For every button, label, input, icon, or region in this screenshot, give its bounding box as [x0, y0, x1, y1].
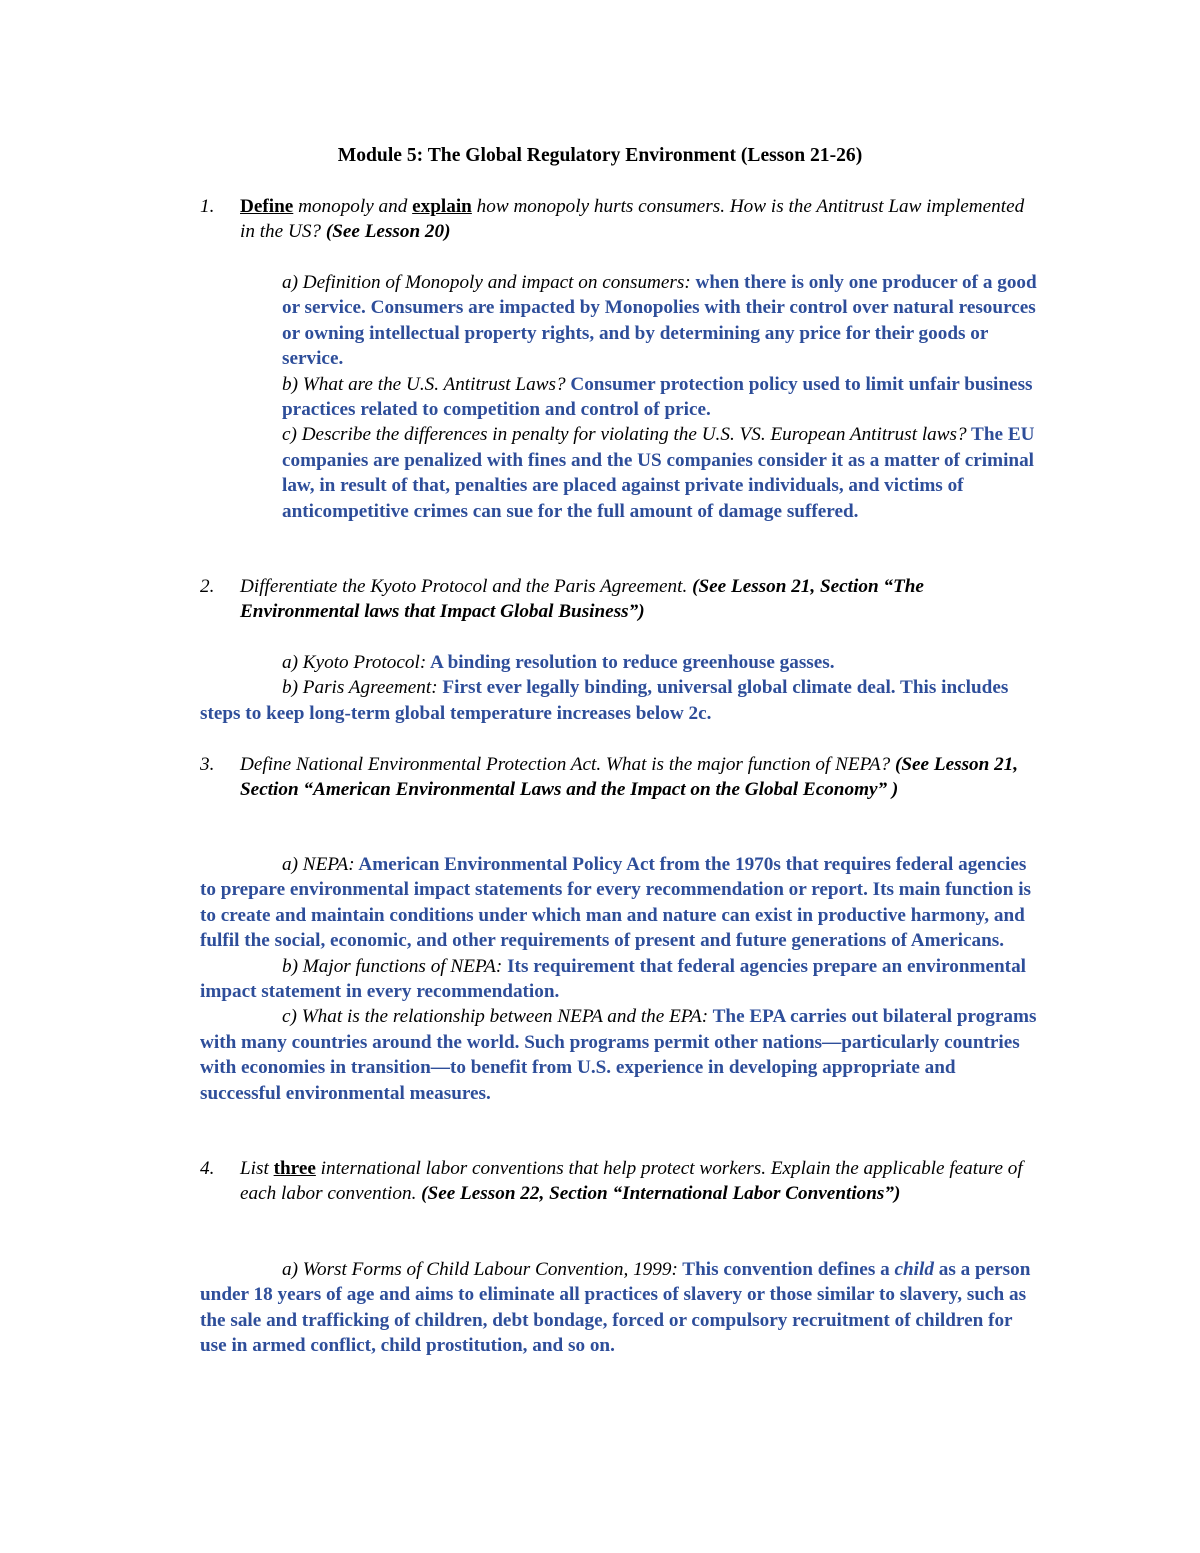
question-text: Define monopoly and explain how monopoly hurts consumers. How is the Antitrust Law implemented in the US? (See Lesson 20) — [240, 196, 1025, 243]
answer-3b: b) Major functions of NEPA: Its requirement that federal agencies prepare an environmental impact statement in every recommendation. — [200, 955, 1026, 1003]
explain-keyword: explain — [412, 196, 472, 217]
lesson-reference: (See Lesson 21, Section “American Environmental Laws and the Impact on the Global Economy” ) — [240, 754, 1019, 801]
define-keyword: Define — [240, 196, 294, 217]
lesson-reference: (See Lesson 21, Section “The Environmental laws that Impact Global Business”) — [240, 576, 924, 623]
answer-2a: a) Kyoto Protocol: A binding resolution to reduce greenhouse gasses. — [282, 652, 835, 673]
question-text: List three international labor conventions that help protect workers. Explain the applicable feature of each labor convention. (See Lesson 22, Section “International Labor Conventions”) — [240, 1158, 1023, 1205]
question-2 — [200, 574, 1030, 625]
three-keyword: three — [273, 1158, 316, 1179]
answer-2b: b) Paris Agreement: First ever legally binding, universal global climate deal. This includes steps to keep long-term global temperature increases below 2c. — [200, 677, 1009, 724]
lesson-reference: (See Lesson 20) — [325, 221, 451, 243]
question-number: 3. — [200, 754, 215, 775]
answer-4a: a) Worst Forms of Child Labour Convention, 1999: This convention defines a child as a person under 18 years of age and aims to eliminate all practices of slavery or those similar to slavery, such as the sale and trafficking of children, debt bondage, forced or compulsory recruitment of children for use in armed conflict, child prostitution, and so on. — [200, 1259, 1031, 1357]
question-text: Define National Environmental Protection Act. What is the major function of NEPA? (See Lesson 21, Section “American Environmental Laws and the Impact on the Global Economy” ) — [240, 754, 1019, 801]
answer-block-3 — [200, 852, 1040, 1106]
answer-3a: a) NEPA: American Environmental Policy Act from the 1970s that requires federal agencies to prepare environmental impact statements for every recommendation or report. Its main function is to create and maintain conditions under which man and nature can exist in productive harmony, and fulfil the social, economic, and other requirements of present and future generations of Americans. — [200, 854, 1031, 952]
question-number: 1. — [200, 196, 215, 217]
answer-1c: c) Describe the differences in penalty for violating the U.S. VS. European Antitrust laws? The EU companies are penalized with fines and the US companies consider it as a matter of criminal law, in result of that, penalties are placed against private individuals, and victims of anticompetitive crimes can sue for the full amount of damage suffered. — [282, 424, 1035, 522]
answer-1a: a) Definition of Monopoly and impact on consumers: when there is only one producer of a good or service. Consumers are impacted by Monopolies with their control over natural resources or owning intellectual property rights, and by determining any price for their goods or service. — [282, 272, 1037, 370]
question-number: 4. — [200, 1158, 215, 1179]
page-title: Module 5: The Global Regulatory Environment (Lesson 21-26) — [337, 145, 863, 166]
lesson-reference: (See Lesson 22, Section “International Labor Conventions”) — [421, 1183, 901, 1205]
question-number: 2. — [200, 576, 215, 597]
answer-block-2 — [200, 650, 1040, 726]
child-term: child — [894, 1259, 934, 1280]
answer-3c: c) What is the relationship between NEPA and the EPA: The EPA carries out bilateral programs with many countries around the world. Such programs permit other nations—particularly countries with economies in transition—to benefit from U.S. experience in developing appropriate and successful environmental measures. — [200, 1006, 1037, 1104]
answer-block-1 — [200, 270, 1040, 524]
answer-1b: b) What are the U.S. Antitrust Laws? Consumer protection policy used to limit unfair business practices related to competition and control of price. — [282, 373, 1033, 421]
answer-block-4 — [200, 1257, 1040, 1359]
question-3 — [200, 752, 1030, 803]
question-1 — [200, 194, 1030, 245]
question-4 — [200, 1156, 1030, 1207]
question-text: Differentiate the Kyoto Protocol and the Paris Agreement. (See Lesson 21, Section “The Environmental laws that Impact Global Business”) — [240, 576, 924, 623]
